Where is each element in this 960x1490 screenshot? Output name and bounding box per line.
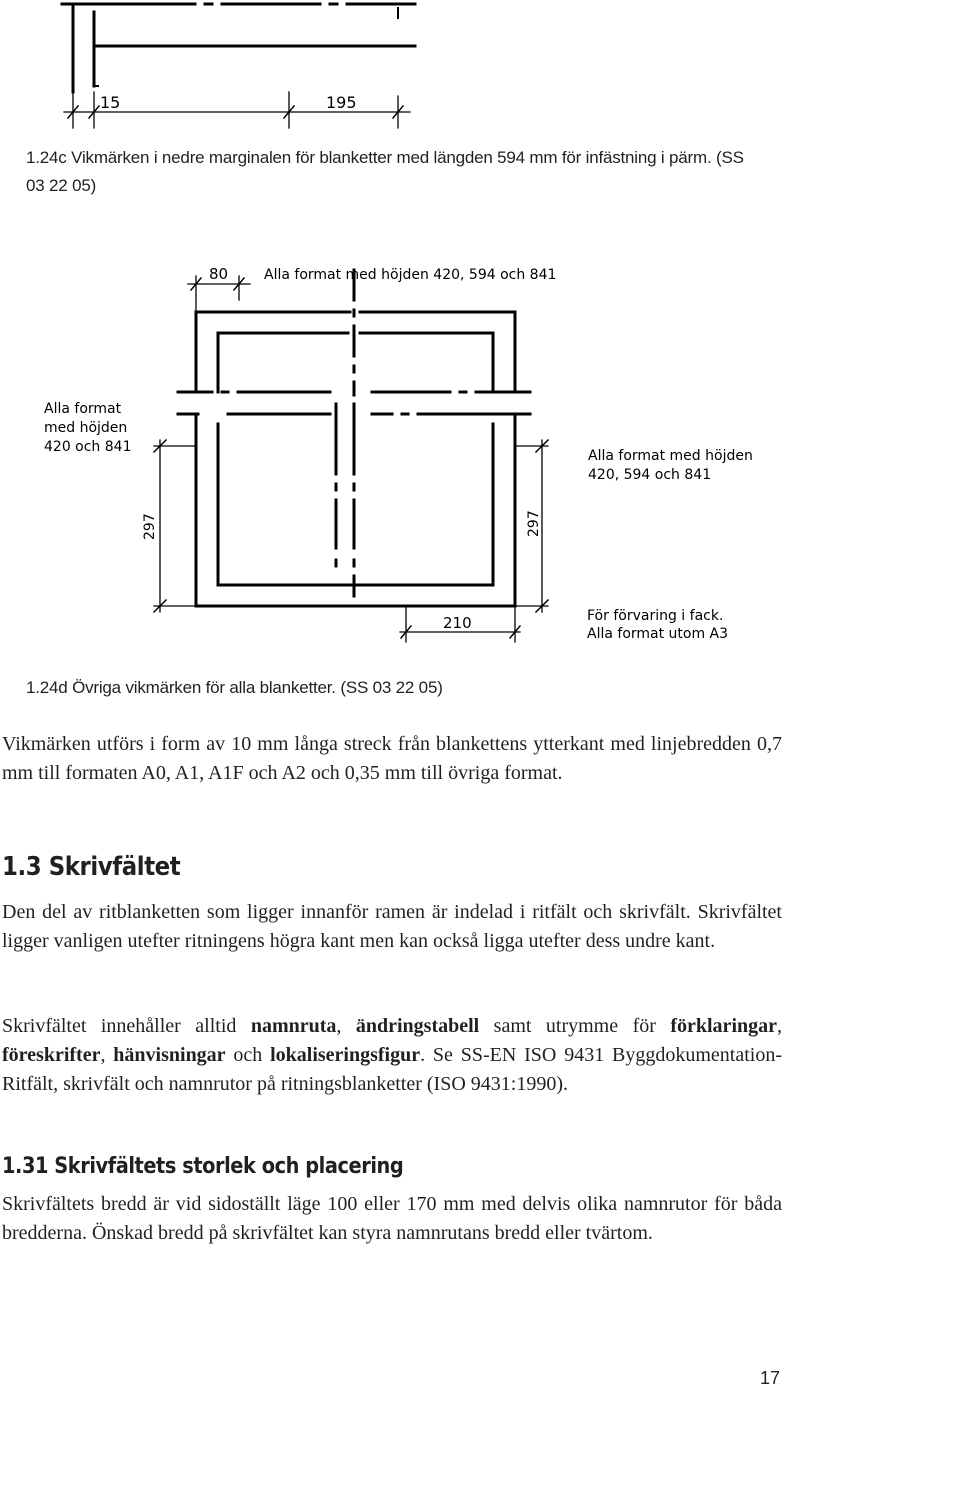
label-left-1: Alla format (44, 401, 122, 417)
figure-1-24d (0, 0, 960, 660)
term-forklaringar: förklaringar (670, 1015, 777, 1037)
term-lokaliseringsfigur: lokaliseringsfigur (270, 1044, 421, 1066)
label-right-1: Alla format med höjden (588, 448, 753, 464)
paragraph-skrivfaltet-2 (2, 1012, 782, 1099)
p2-text-4: , (777, 1015, 782, 1037)
term-foreskrifter: föreskrifter (2, 1044, 101, 1066)
label-top: Alla format med höjden 420, 594 och 841 (264, 267, 557, 283)
label-left-3: 420 och 841 (44, 439, 132, 455)
dim-80-label: 80 (209, 265, 229, 283)
label-bottom-right-1: För förvaring i fack. (587, 608, 724, 624)
label-bottom-right-2: Alla format utom A3 (587, 626, 729, 642)
p2-text-7: . Se SS-EN ISO 9431 Byggdokumentation- Ritfält, skrivfält och namnrutor på ritningsblanketter (ISO 9431:1990). (2, 1044, 782, 1095)
p2-text-6: och (225, 1044, 271, 1066)
p2-text-3: samt utrymme för (479, 1015, 671, 1037)
p2-text-2: , (336, 1015, 356, 1037)
term-hanvisningar: hänvisningar (113, 1044, 226, 1066)
term-namnruta: namnruta (250, 1015, 337, 1037)
dim-210-label: 210 (443, 614, 472, 632)
heading-1-3: 1.3 Skrivfältet (2, 852, 181, 882)
caption-1-24d: 1.24d Övriga vikmärken för alla blanketter. (SS 03 22 05) (26, 678, 443, 697)
page-number: 17 (760, 1368, 781, 1388)
paragraph-skrivfaltets-storlek: Skrivfältets bredd är vid sidoställt läge 100 eller 170 mm med delvis olika namnrutor för båda bredderna. Önskad bredd på skrivfältet kan styra namnrutans bredd eller tvärtom. (2, 1193, 782, 1244)
dim-297-right-label: 297 (526, 510, 542, 537)
dim-15-label: 15 (100, 93, 121, 112)
label-right-2: 420, 594 och 841 (588, 467, 712, 483)
paragraph-skrivfaltet-1: Den del av ritblanketten som ligger innanför ramen är indelad i ritfält och skrivfält. Skrivfältet ligger vanligen utefter ritningens högra kant men kan också ligga utefter dess undre kant. (2, 901, 782, 952)
label-left-2: med höjden (44, 420, 128, 436)
heading-1-31: 1.31 Skrivfältets storlek och placering (2, 1154, 404, 1179)
dim-297-left-label: 297 (142, 513, 158, 540)
caption-1-24c: 1.24c Vikmärken i nedre marginalen för blanketter med längden 594 mm för infästning i pärm. (SS 03 22 05) (26, 148, 744, 195)
term-andringstabell: ändringstabell (355, 1015, 480, 1037)
dim-195-label: 195 (326, 93, 357, 112)
paragraph-vikmarken: Vikmärken utförs i form av 10 mm långa streck från blankettens ytterkant med linjebredden 0,7 mm till formaten A0, A1, A1F och A2 och 0,35 mm till övriga format. (2, 733, 782, 784)
p2-text-1: Skrivfältet innehåller alltid (2, 1015, 251, 1037)
p2-text-5: , (100, 1044, 114, 1066)
